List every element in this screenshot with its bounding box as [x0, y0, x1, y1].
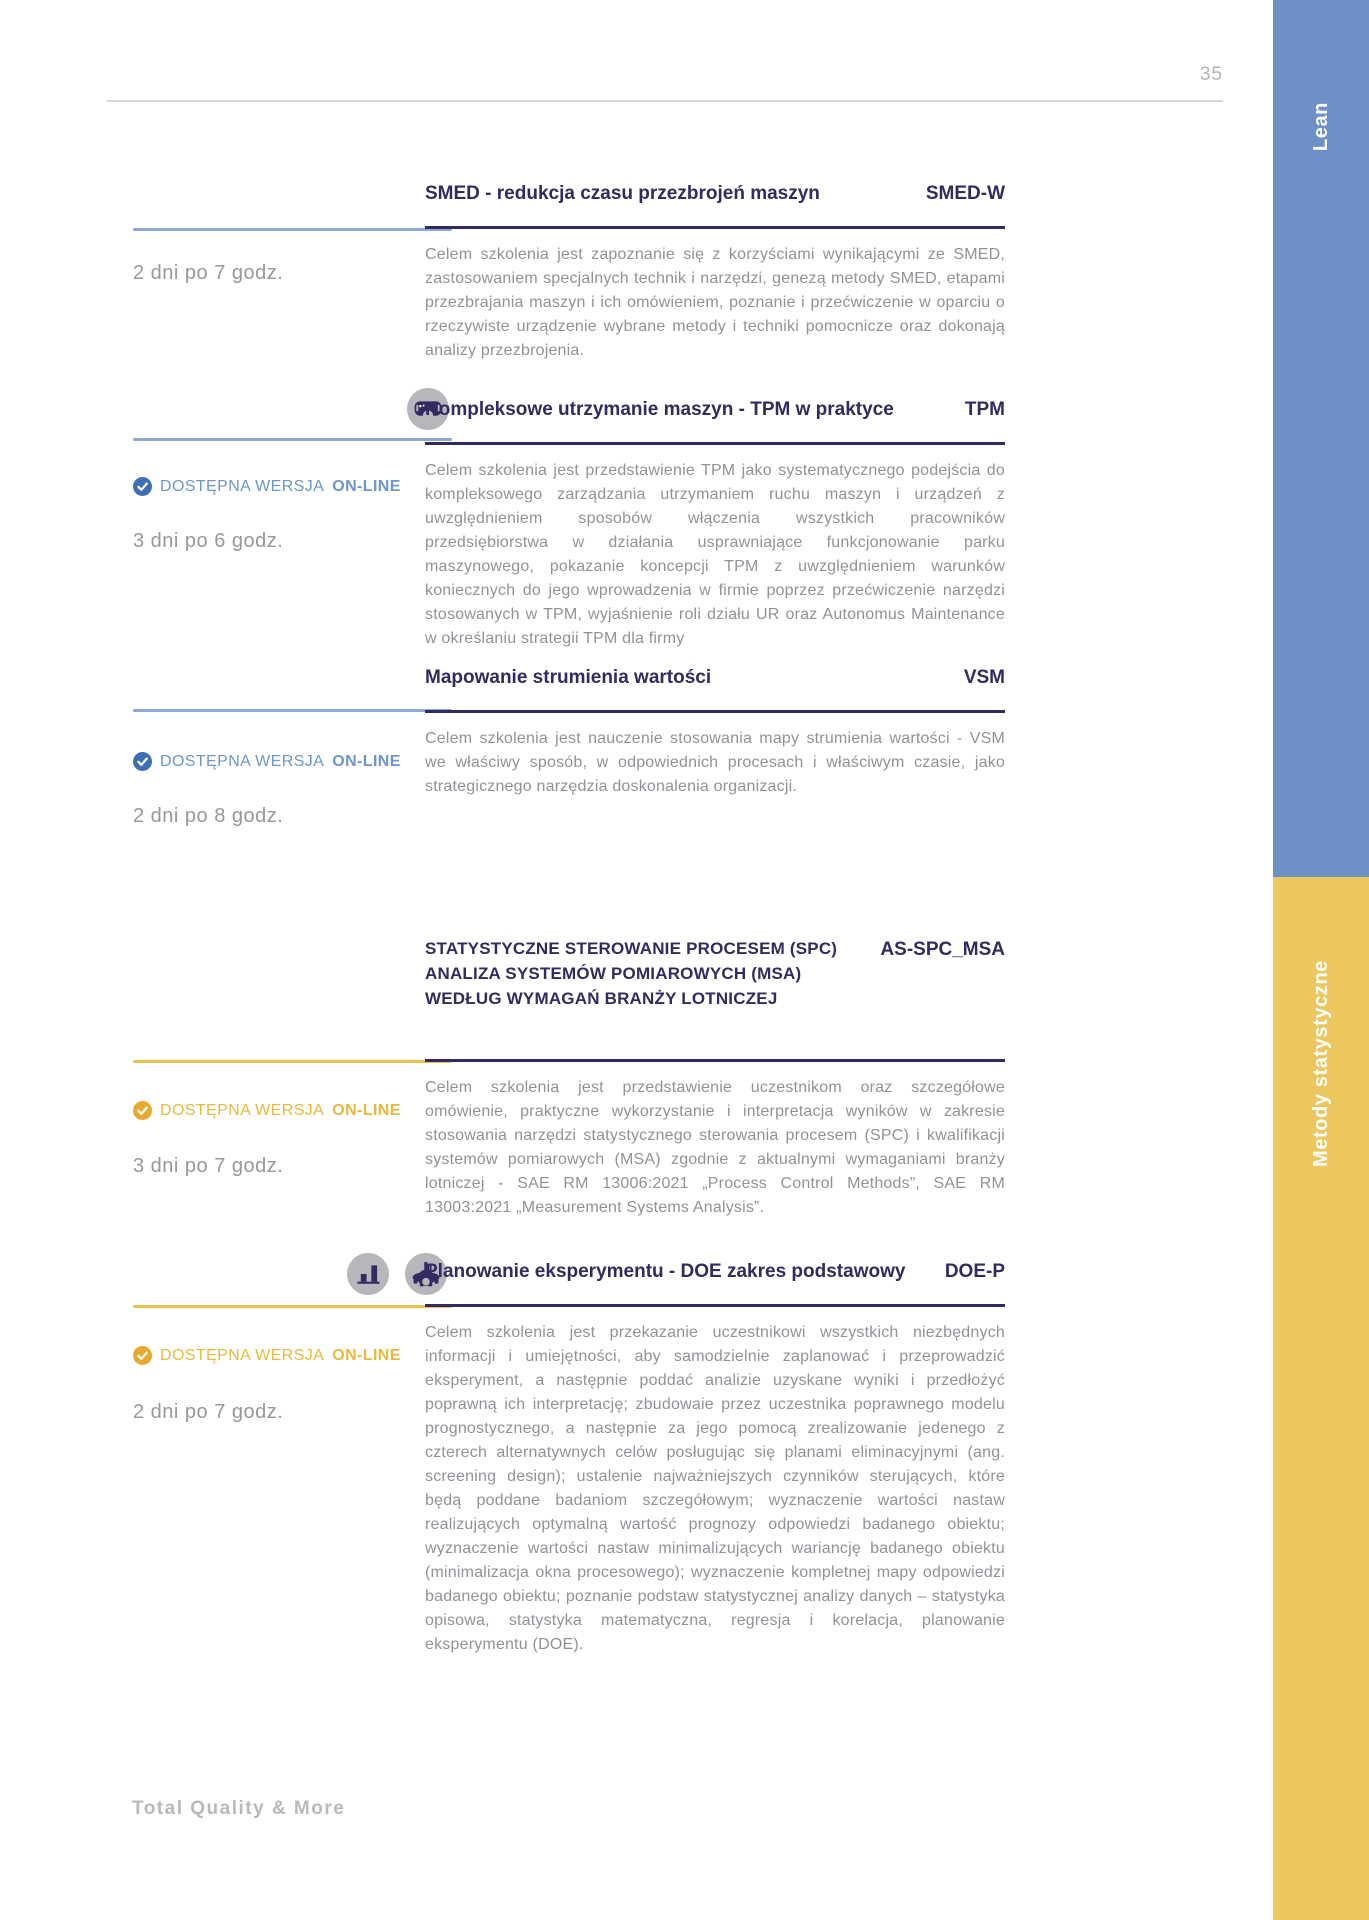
course-duration: 2 dni po 8 godz. — [133, 805, 284, 827]
course-section-smed — [425, 180, 1005, 363]
online-badge-text-bold: ON-LINE — [332, 477, 401, 495]
course-section-tpm — [425, 396, 1005, 651]
online-badge — [133, 752, 401, 771]
check-icon — [133, 1101, 152, 1120]
course-description: Celem szkolenia jest przekazanie uczestnikowi wszystkich niezbędnych informacji i umiejętności, aby samodzielnie zaplanować i przeprowadzić eksperyment, a następnie poddać analizie uzyskane wyniki i przedłożyć poprawną ich interpretację; zbudowaie przez uczestnika poprawnego modelu prognostycznego, a następnie za jego pomocą zrealizowanie jedenego z czterech alternatywnych celów posługując się planami eliminacyjnymi (ang. screening design); ustalenie najważniejszych czynników sterujących, które będą poddane badaniom szczegółowym; wyznaczenie wartości nastaw realizujących optymalną wartość prognozy odpowiedzi badanego obiektu; wyznaczenie wartości nastaw minimalizujących wariancję badanego obiektu (minimalizacja okna procesowego); wyznaczenie kompletnej mapy odpowiedzi badanego obiektu; poznanie podstaw statystycznej analizy danych – statystyka opisowa, statystyka matematyczna, regresja i korelacja, planowanie eksperymentu (DOE). — [425, 1324, 1005, 1653]
course-title: Planowanie eksperymentu - DOE zakres podstawowy — [425, 1261, 906, 1282]
course-description: Celem szkolenia jest przedstawienie TPM jako systematycznego podejścia do kompleksowego zarządzania utrzymaniem ruchu maszyn i urządzeń z uwzględnieniem sposobów włączenia wszystkich pracowników przedsiębiorstwa w działania usprawniające funkcjonowanie parku maszynowego, pokazanie koncepcji TPM z uwzględnieniem warunków koniecznych do jego wprowadzenia w firmie poprzez przećwiczenie narzędzi stosowanych w TPM, wyjaśnienie roli działu UR oraz Autonomus Maintenance w określaniu strategii TPM dla firmy — [425, 462, 1005, 647]
sidebar-tab-lean-label: Lean — [1309, 102, 1332, 152]
online-badge-text: DOSTĘPNA WERSJA — [160, 1346, 325, 1364]
course-description: Celem szkolenia jest nauczenie stosowania mapy strumienia wartości - VSM we właściwy sposób, w odpowiednich procesach i właściwym czasie, jako strategicznego narzędzia doskonalenia organizacji. — [425, 730, 1005, 795]
course-description: Celem szkolenia jest przedstawienie uczestnikom oraz szczegółowe omówienie, praktyczne wykorzystanie i interpretacja wyników w zakresie stosowania narzędzi statystycznego sterowania procesem (SPC) i kwalifikacji systemów pomiarowych (MSA) zgodnie z aktualnymi wymaganiami branży lotniczej - SAE RM 13006:2021 „Process Control Methods”, SAE RM 13003:2021 „Measurement Systems Analysis”. — [425, 1079, 1005, 1216]
course-header — [425, 180, 1005, 207]
check-icon — [133, 1346, 152, 1365]
course-title: Kompleksowe utrzymanie maszyn - TPM w praktyce — [425, 399, 894, 420]
course-duration: 2 dni po 7 godz. — [133, 1401, 284, 1423]
sidebar-tab-statistics — [1273, 918, 1369, 1210]
course-code: AS-SPC_MSA — [880, 939, 1005, 960]
bar-chart-icon — [346, 1252, 390, 1296]
online-badge — [133, 1101, 401, 1120]
online-badge-text-bold: ON-LINE — [332, 1101, 401, 1119]
sidebar-tab-statistics-label: Metody statystyczne — [1309, 960, 1332, 1168]
online-badge — [133, 477, 401, 496]
title-underline — [425, 442, 1005, 445]
footer-brand: Total Quality & More — [132, 1798, 346, 1819]
course-section-doe — [425, 1258, 1005, 1657]
title-underline — [425, 1059, 1005, 1062]
online-badge-text: DOSTĘPNA WERSJA — [160, 1101, 325, 1119]
title-underline — [425, 226, 1005, 229]
course-duration: 2 dni po 7 godz. — [133, 262, 284, 284]
course-title: STATYSTYCZNE STEROWANIE PROCESEM (SPC) ANALIZA SYSTEMÓW POMIAROWYCH (MSA) WEDŁUG WYMAGAŃ BRANŻY LOTNICZEJ — [425, 939, 838, 1008]
course-description: Celem szkolenia jest zapoznanie się z korzyściami wynikającymi ze SMED, zastosowaniem specjalnych technik i narzędzi, genezą metody SMED, etapami przezbrajania maszyn i ich omówieniem, poznanie i przećwiczenie w oparciu o rzeczywiste urządzenie wybrane metody i techniki pomocnicze oraz dokonają analizy przezbrojenia. — [425, 246, 1005, 359]
online-badge — [133, 1346, 401, 1365]
course-code: VSM — [963, 667, 1005, 688]
course-divider-line — [133, 1060, 452, 1063]
online-badge-text-bold: ON-LINE — [332, 1346, 401, 1364]
course-header — [425, 1258, 1005, 1285]
online-badge-text-bold: ON-LINE — [332, 752, 401, 770]
course-section-vsm — [425, 664, 1005, 799]
course-section-spc-msa — [425, 936, 1005, 1220]
course-title: Mapowanie strumienia wartości — [425, 667, 712, 688]
title-underline — [425, 710, 1005, 713]
online-badge-text: DOSTĘPNA WERSJA — [160, 752, 325, 770]
check-icon — [133, 477, 152, 496]
course-divider-line — [133, 228, 452, 231]
course-code: SMED-W — [925, 183, 1005, 204]
course-header — [425, 936, 1005, 1011]
course-duration: 3 dni po 6 godz. — [133, 530, 284, 552]
course-divider-line — [133, 438, 452, 441]
header-divider — [107, 100, 1223, 102]
online-badge-text: DOSTĘPNA WERSJA — [160, 477, 325, 495]
title-underline — [425, 1304, 1005, 1307]
course-header — [425, 664, 1005, 691]
course-code: DOE-P — [944, 1261, 1005, 1282]
course-divider-line — [133, 709, 452, 712]
course-divider-line — [133, 1305, 452, 1308]
sidebar-tab-lean — [1273, 88, 1369, 166]
check-icon — [133, 752, 152, 771]
page-number: 35 — [1199, 64, 1223, 85]
course-code: TPM — [964, 399, 1005, 420]
course-header — [425, 396, 1005, 423]
course-duration: 3 dni po 7 godz. — [133, 1155, 284, 1177]
course-title: SMED - redukcja czasu przezbrojeń maszyn — [425, 183, 820, 204]
